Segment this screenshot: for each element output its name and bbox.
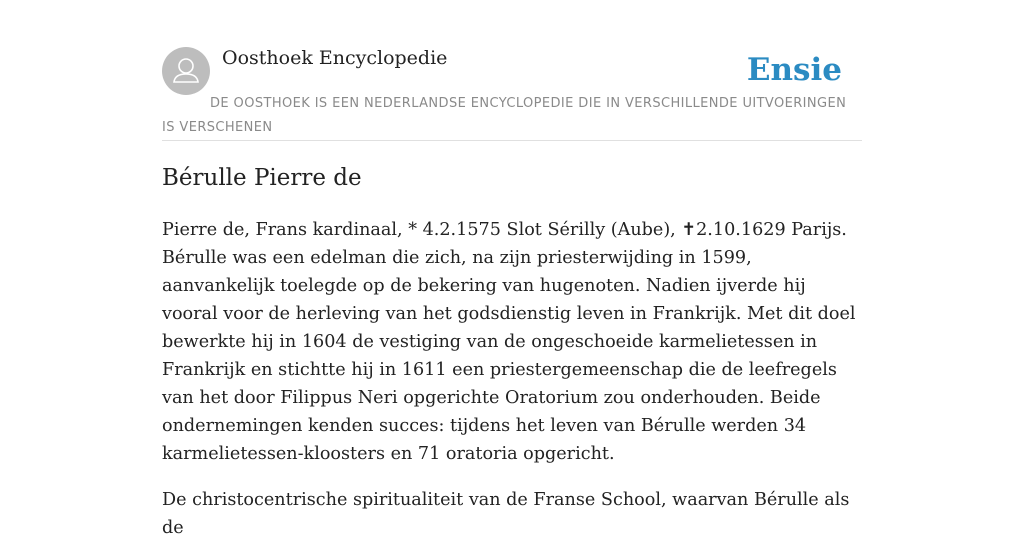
article-paragraph: De christocentrische spiritualiteit van de Franse School, waarvan Bérulle als de — [162, 490, 850, 538]
user-avatar-icon[interactable] — [162, 47, 210, 95]
article-title: Bérulle Pierre de — [162, 165, 362, 191]
source-header — [162, 46, 862, 141]
article-body — [162, 216, 862, 560]
source-name-link[interactable]: Oosthoek Encyclopedie — [222, 47, 448, 69]
source-tagline: DE OOSTHOEK IS EEN NEDERLANDSE ENCYCLOPEDIE DIE IN VERSCHILLENDE UITVOERINGEN IS VERSCHENEN — [162, 96, 847, 135]
article-paragraph: Pierre de, Frans kardinaal, * 4.2.1575 Slot Sérilly (Aube), ✝2.10.1629 Parijs. Bérulle was een edelman die zich, na zijn priesterwijding in 1599, aanvankelijk toelegde op de bekering van hugenoten. Nadien ijverde hij vooral voor de herleving van het godsdienstig leven in Frankrijk. Met dit doel bewerkte hij in 1604 de vestiging van de ongeschoeide karmelietessen in Frankrijk en stichtte hij in 1611 een priestergemeenschap die de leefregels van het door Filippus Neri opgerichte Oratorium zou onderhouden. Beide ondernemingen kenden succes: tijdens het leven van Bérulle werden 34 karmelietessen-kloosters en 71 oratoria opgericht. — [162, 220, 856, 464]
ensie-logo[interactable]: Ensie — [746, 52, 842, 88]
